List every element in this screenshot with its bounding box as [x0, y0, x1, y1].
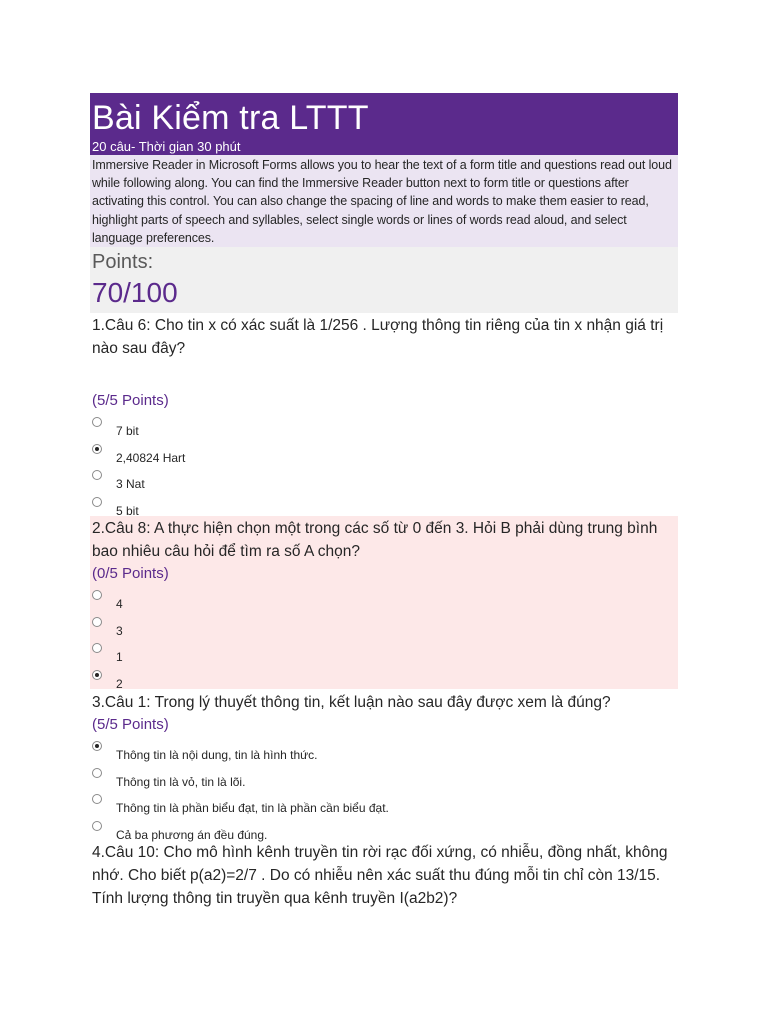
radio-button-selected[interactable]: [92, 741, 102, 751]
form-header: [90, 93, 678, 155]
radio-button-selected[interactable]: [92, 670, 102, 680]
answer-option[interactable]: [92, 819, 676, 846]
option-label: 4: [116, 597, 123, 611]
answer-option[interactable]: [92, 615, 676, 642]
answer-option[interactable]: [92, 442, 676, 469]
form-subtitle: 20 câu- Thời gian 30 phút: [92, 139, 241, 154]
answer-option[interactable]: [92, 641, 676, 668]
radio-button[interactable]: [92, 768, 102, 778]
question-points: (0/5 Points): [92, 565, 169, 582]
form-title: Bài Kiểm tra LTTT: [92, 99, 369, 137]
radio-button[interactable]: [92, 497, 102, 507]
option-label: 5 bit: [116, 503, 139, 518]
radio-button[interactable]: [92, 821, 102, 831]
option-label: 2,40824 Hart: [116, 450, 186, 465]
question-points: (5/5 Points): [92, 392, 169, 409]
answer-option[interactable]: [92, 766, 676, 793]
question-text: 1.Câu 6: Cho tin x có xác suất là 1/256 . Lượng thông tin riêng của tin x nhận giá trị nào sau đây?: [92, 317, 664, 357]
question-4: [90, 841, 678, 910]
answer-option[interactable]: [92, 792, 676, 819]
immersive-reader-note: Immersive Reader in Microsoft Forms allows you to hear the text of a form title and questions read out loud while following along. You can find the Immersive Reader button next to form title or questions after activating this control. You can also change the spacing of line and words to make them easier to read, highlight parts of speech and syllables, select single words or lines of words read aloud, and select language preferences.: [90, 155, 678, 247]
radio-button[interactable]: [92, 470, 102, 480]
radio-button[interactable]: [92, 417, 102, 427]
option-label: Cả ba phương án đều đúng.: [116, 827, 268, 842]
question-text: 3.Câu 1: Trong lý thuyết thông tin, kết luận nào sau đây được xem là đúng?: [92, 694, 611, 711]
radio-button[interactable]: [92, 794, 102, 804]
score-summary: [90, 247, 678, 313]
question-text: 2.Câu 8: A thực hiện chọn một trong các số từ 0 đến 3. Hỏi B phải dùng trung bình bao nhiêu câu hỏi để tìm ra số A chọn?: [92, 520, 658, 560]
option-label: 7 bit: [116, 424, 139, 438]
points-label: Points:: [92, 251, 154, 273]
radio-button[interactable]: [92, 643, 102, 653]
question-1: [90, 313, 678, 516]
question-2: [90, 516, 678, 689]
radio-button-selected[interactable]: [92, 444, 102, 454]
question-text: 4.Câu 10: Cho mô hình kênh truyền tin rời rạc đối xứng, có nhiễu, đồng nhất, không nhớ. Cho biết p(a2)=2/7 . Do có nhiễu nên xác suất thu đúng mỗi tin chỉ còn 13/15. Tính lượng thông tin truyền qua kênh truyền I(a2b2)?: [92, 844, 668, 907]
option-label: Thông tin là vỏ, tin là lõi.: [116, 774, 246, 789]
answer-option[interactable]: [92, 588, 676, 615]
answer-option[interactable]: [92, 415, 676, 442]
answer-option[interactable]: [92, 739, 676, 766]
option-label: 2: [116, 676, 123, 691]
option-label: Thông tin là phần biểu đạt, tin là phần cần biểu đạt.: [116, 801, 389, 815]
form-page: [90, 93, 678, 910]
option-label: 1: [116, 650, 123, 664]
points-score: 70/100: [92, 277, 178, 308]
question-points: (5/5 Points): [92, 716, 169, 733]
radio-button[interactable]: [92, 617, 102, 627]
answer-option[interactable]: [92, 468, 676, 495]
option-label: 3: [116, 623, 123, 638]
answer-option[interactable]: [92, 668, 676, 695]
option-label: 3 Nat: [116, 477, 145, 491]
option-label: Thông tin là nội dung, tin là hình thức.: [116, 748, 318, 762]
radio-button[interactable]: [92, 590, 102, 600]
answer-option[interactable]: [92, 495, 676, 522]
question-3: [90, 689, 678, 841]
